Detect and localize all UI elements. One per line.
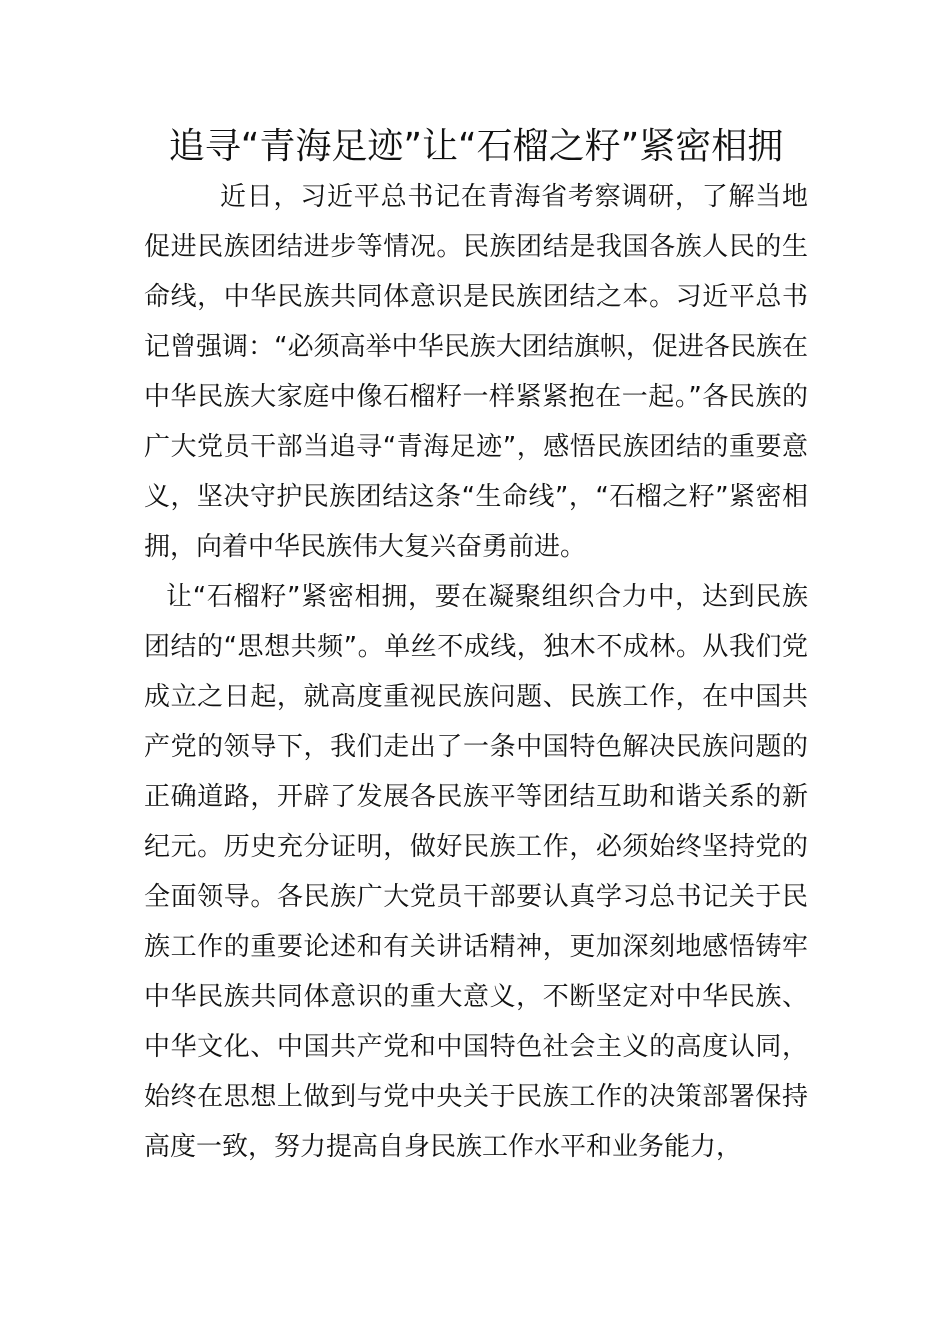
paragraph-2: 让“石榴籽”紧密相拥，要在凝聚组织合力中，达到民族团结的“思想共频”。单丝不成线，独木不成林。从我们党成立之日起，就高度重视民族问题、民族工作，在中国共产党的领导下，我们走出了一条中国特色解决民族问题的正确道路，开辟了发展各民族平等团结互助和谐关系的新纪元。历史充分证明，做好民族工作，必须始终坚持党的全面领导。各民族广大党员干部要认真学习总书记关于民族工作的重要论述和有关讲话精神，更加深刻地感悟铸牢中华民族共同体意识的重大意义，不断坚定对中华民族、中华文化、中国共产党和中国特色社会主义的高度认同，始终在思想上做到与党中央关于民族工作的决策部署保持高度一致，努力提高自身民族工作水平和业务能力， [144,582,808,1162]
document-page [144,122,808,1172]
document-title: 追寻“青海足迹”让“石榴之籽”紧密相拥 [168,126,784,167]
paragraph-1: 近日，习近平总书记在青海省考察调研，了解当地促进民族团结进步等情况。民族团结是我国各族人民的生命线，中华民族共同体意识是民族团结之本。习近平总书记曾强调：“必须高举中华民族大团结旗帜，促进各民族在中华民族大家庭中像石榴籽一样紧紧抱在一起。”各民族的广大党员干部当追寻“青海足迹”，感悟民族团结的重要意义，坚决守护民族团结这条“生命线”，“石榴之籽”紧密相拥，向着中华民族伟大复兴奋勇前进。 [144,182,808,562]
